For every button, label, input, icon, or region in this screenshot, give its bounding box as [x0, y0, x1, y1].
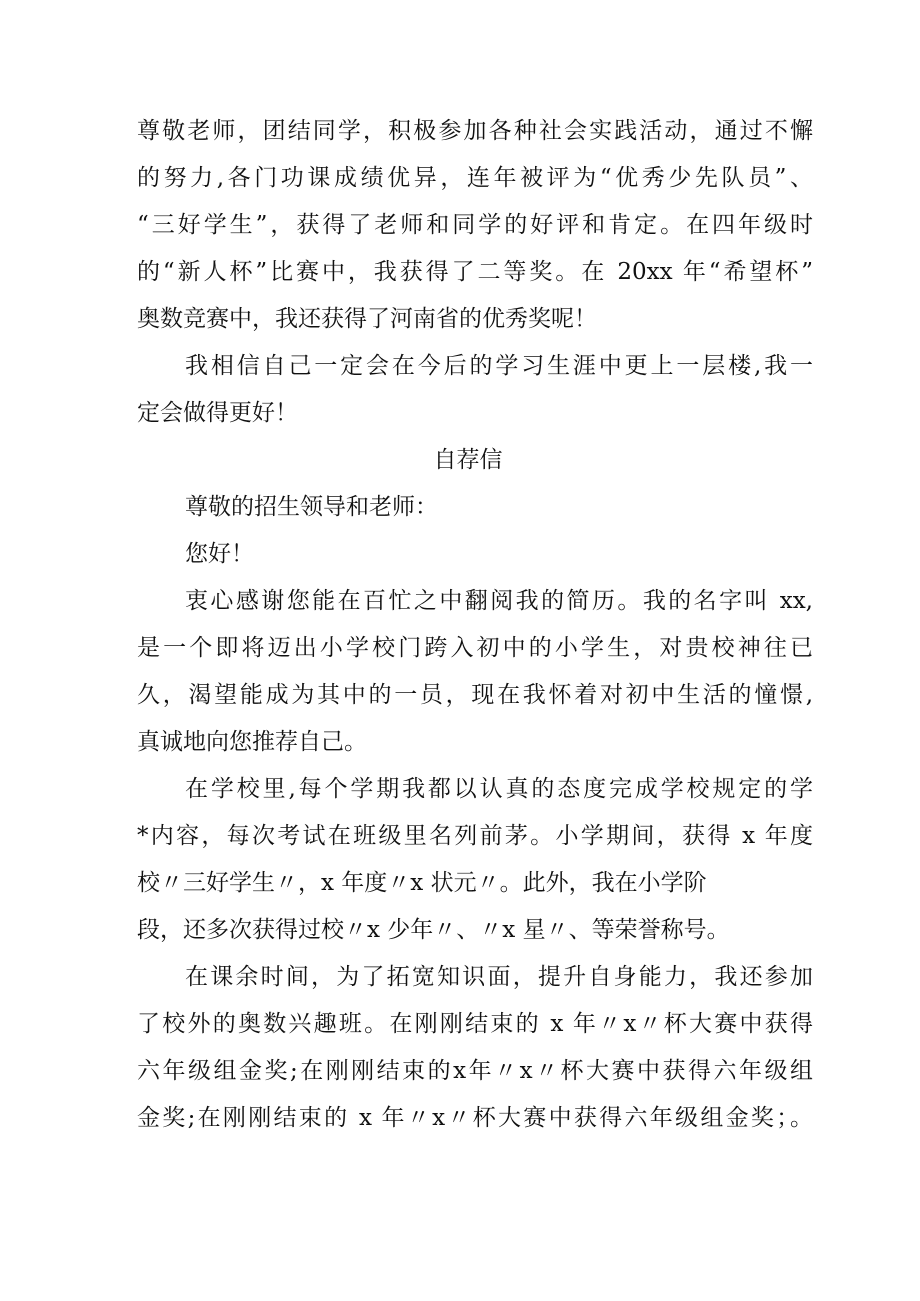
salutation: 尊敬的招生领导和老师： — [185, 494, 438, 520]
text-line: 校〃三好学生〃，x 年度〃x 状元〃。此外，我在小学阶 — [137, 870, 707, 896]
paragraph-first-line: 在学校里,每个学期我都以认真的态度完成学校规定的学 — [185, 776, 813, 802]
paragraph-first-line: 衷心感谢您能在百忙之中翻阅我的简历。我的名字叫 xx, — [185, 588, 813, 614]
letter-title: 自荐信 — [433, 447, 503, 473]
text-line: 了校外的奥数兴趣班。在刚刚结束的 x 年〃x〃杯大赛中获得 — [137, 1011, 813, 1037]
text-line: 金奖;在刚刚结束的 x 年〃x〃杯大赛中获得六年级组金奖；。 — [137, 1105, 813, 1131]
paragraph-first-line: 在课余时间，为了拓宽知识面，提升自身能力，我还参加 — [185, 964, 813, 990]
paragraph-first-line: 我相信自己一定会在今后的学习生涯中更上一层楼,我一 — [185, 353, 813, 379]
text-line: 久，渴望能成为其中的一员，现在我怀着对初中生活的憧憬, — [137, 682, 813, 708]
text-line: “三好学生”，获得了老师和同学的好评和肯定。在四年级时 — [137, 212, 813, 238]
document-body — [137, 108, 813, 1142]
text-line: 是一个即将迈出小学校门跨入初中的小学生，对贵校神往已 — [137, 635, 813, 661]
text-line: 六年级组金奖;在刚刚结束的x年〃x〃杯大赛中获得六年级组 — [137, 1058, 813, 1084]
text-line: 定会做得更好！ — [137, 400, 298, 426]
greeting: 您好！ — [185, 541, 254, 567]
text-line: 真诚地向您推荐自己。 — [137, 729, 367, 755]
text-line: 段，还多次获得过校〃x 少年〃、〃x 星〃、等荣誉称号。 — [137, 917, 730, 943]
text-line: *内容，每次考试在班级里名列前茅。小学期间，获得 x 年度 — [137, 823, 813, 849]
text-line: 尊敬老师，团结同学，积极参加各种社会实践活动，通过不懈 — [137, 118, 813, 144]
text-line: 奥数竞赛中，我还获得了河南省的优秀奖呢！ — [137, 306, 597, 332]
text-line: 的努力,各门功课成绩优异，连年被评为“优秀少先队员”、 — [137, 165, 813, 191]
text-line: 的“新人杯”比赛中，我获得了二等奖。在 20xx 年“希望杯” — [137, 259, 813, 285]
